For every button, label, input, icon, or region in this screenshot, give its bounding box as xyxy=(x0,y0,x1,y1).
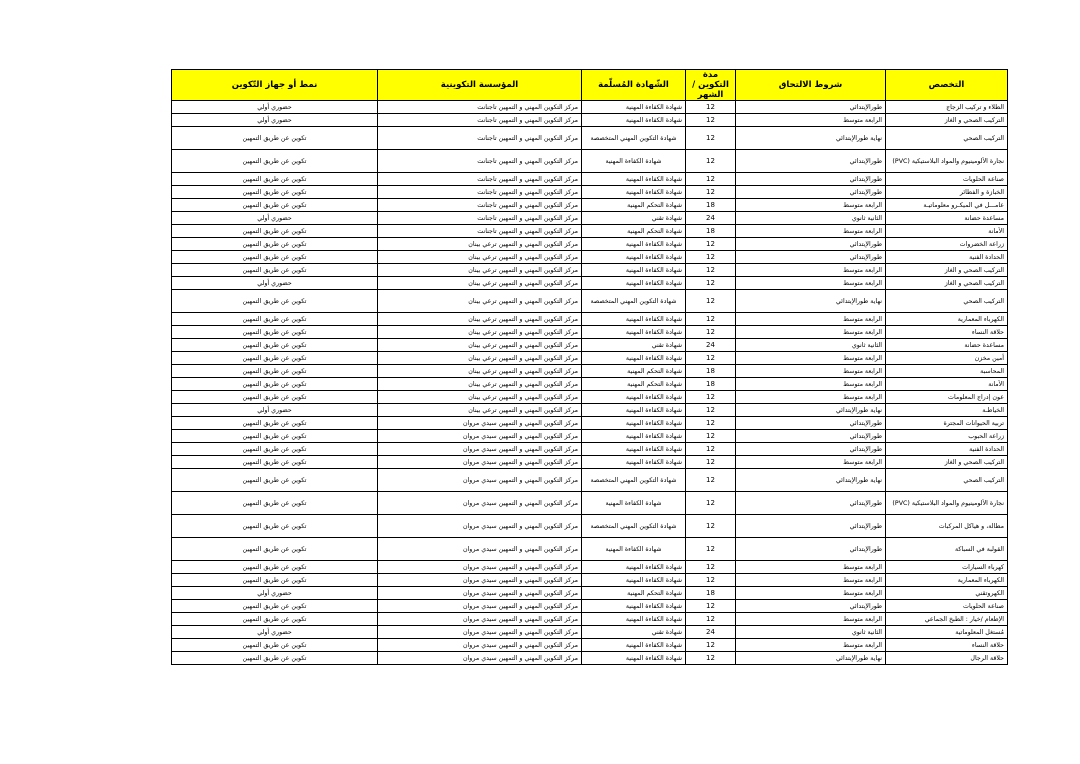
cell-training-mode: تكوين عن طريق التمهين xyxy=(172,352,378,365)
cell-certificate: شهادة الكفاءة المهنية xyxy=(582,443,686,456)
table-row xyxy=(172,225,1008,238)
cell-duration: 12 xyxy=(686,469,736,492)
cell-specialty: كهرباء السيارات xyxy=(886,561,1008,574)
cell-institution: مركز التكوين المهني و التمهين ترعي بينان xyxy=(378,404,582,417)
cell-institution: مركز التكوين المهني و التمهين تاجنانت xyxy=(378,114,582,127)
cell-specialty: القولبة في السباكة xyxy=(886,538,1008,561)
cell-training-mode: تكوين عن طريق التمهين xyxy=(172,469,378,492)
cell-certificate: شهادة الكفاءة المهنية xyxy=(582,538,686,561)
cell-specialty: زراعة الحبوب xyxy=(886,430,1008,443)
cell-training-mode: حضوري أولي xyxy=(172,114,378,127)
cell-institution: مركز التكوين المهني و التمهين ترعي بينان xyxy=(378,326,582,339)
table-row xyxy=(172,639,1008,652)
cell-admission-conditions: الرابعة متوسط xyxy=(736,639,886,652)
cell-institution: مركز التكوين المهني و التمهين سيدي مروان xyxy=(378,574,582,587)
cell-duration: 12 xyxy=(686,114,736,127)
cell-duration: 12 xyxy=(686,290,736,313)
cell-institution: مركز التكوين المهني و التمهين تاجنانت xyxy=(378,212,582,225)
cell-institution: مركز التكوين المهني و التمهين ترعي بينان xyxy=(378,313,582,326)
cell-specialty: الأمانة xyxy=(886,378,1008,391)
cell-certificate: شهادة الكفاءة المهنية xyxy=(582,639,686,652)
cell-training-mode: تكوين عن طريق التمهين xyxy=(172,561,378,574)
cell-institution: مركز التكوين المهني و التمهين سيدي مروان xyxy=(378,456,582,469)
cell-institution: مركز التكوين المهني و التمهين سيدي مروان xyxy=(378,515,582,538)
cell-admission-conditions: الرابعة متوسط xyxy=(736,225,886,238)
table-row xyxy=(172,238,1008,251)
cell-training-mode: تكوين عن طريق التمهين xyxy=(172,430,378,443)
cell-specialty: مُستغل المعلوماتية xyxy=(886,626,1008,639)
cell-duration: 12 xyxy=(686,101,736,114)
cell-duration: 24 xyxy=(686,212,736,225)
table-row xyxy=(172,600,1008,613)
cell-institution: مركز التكوين المهني و التمهين سيدي مروان xyxy=(378,417,582,430)
cell-institution: مركز التكوين المهني و التمهين سيدي مروان xyxy=(378,430,582,443)
cell-training-mode: حضوري أولي xyxy=(172,626,378,639)
cell-specialty: الكهرباء المعمارية xyxy=(886,313,1008,326)
cell-certificate: شهادة الكفاءة المهنية xyxy=(582,114,686,127)
cell-duration: 12 xyxy=(686,404,736,417)
cell-certificate: شهادة الكفاءة المهنية xyxy=(582,251,686,264)
cell-training-mode: تكوين عن طريق التمهين xyxy=(172,238,378,251)
cell-admission-conditions: طورالإبتدائي xyxy=(736,186,886,199)
cell-institution: مركز التكوين المهني و التمهين تاجنانت xyxy=(378,225,582,238)
cell-training-mode: تكوين عن طريق التمهين xyxy=(172,225,378,238)
cell-training-mode: تكوين عن طريق التمهين xyxy=(172,391,378,404)
cell-admission-conditions: نهاية طورالإبتدائي xyxy=(736,127,886,150)
cell-duration: 12 xyxy=(686,313,736,326)
header-certificate: الشّهادة المُسلّمة xyxy=(582,70,686,101)
cell-specialty: التركيب الصحي و الغاز xyxy=(886,277,1008,290)
cell-certificate: شهادة الكفاءة المهنية xyxy=(582,277,686,290)
cell-admission-conditions: طورالإبتدائي xyxy=(736,101,886,114)
cell-training-mode: تكوين عن طريق التمهين xyxy=(172,150,378,173)
cell-duration: 12 xyxy=(686,515,736,538)
cell-certificate: شهادة الكفاءة المهنية xyxy=(582,352,686,365)
cell-admission-conditions: الثانية ثانوي xyxy=(736,339,886,352)
cell-certificate: شهادة التكوين المهني المتخصصة xyxy=(582,469,686,492)
header-training-duration: مدة التكوين /الشهر xyxy=(686,70,736,101)
cell-training-mode: تكوين عن طريق التمهين xyxy=(172,639,378,652)
header-admission-conditions: شروط الالتحاق xyxy=(736,70,886,101)
cell-admission-conditions: نهاية طورالإبتدائي xyxy=(736,652,886,665)
cell-admission-conditions: الثانية ثانوي xyxy=(736,212,886,225)
table-row xyxy=(172,173,1008,186)
cell-specialty: حلاقة النساء xyxy=(886,639,1008,652)
cell-institution: مركز التكوين المهني و التمهين ترعي بينان xyxy=(378,391,582,404)
cell-certificate: شهادة الكفاءة المهنية xyxy=(582,600,686,613)
cell-institution: مركز التكوين المهني و التمهين سيدي مروان xyxy=(378,600,582,613)
table-row xyxy=(172,613,1008,626)
cell-training-mode: تكوين عن طريق التمهين xyxy=(172,538,378,561)
cell-specialty: الكهرباء المعمارية xyxy=(886,574,1008,587)
cell-training-mode: تكوين عن طريق التمهين xyxy=(172,456,378,469)
cell-duration: 12 xyxy=(686,600,736,613)
table-row xyxy=(172,150,1008,173)
cell-training-mode: حضوري أولي xyxy=(172,212,378,225)
cell-institution: مركز التكوين المهني و التمهين تاجنانت xyxy=(378,173,582,186)
cell-duration: 12 xyxy=(686,150,736,173)
cell-certificate: شهادة الكفاءة المهنية xyxy=(582,186,686,199)
cell-admission-conditions: طورالإبتدائي xyxy=(736,417,886,430)
table-row xyxy=(172,186,1008,199)
cell-specialty: مساعدة حضانة xyxy=(886,339,1008,352)
cell-specialty: التركيب الصحي و الغاز xyxy=(886,456,1008,469)
cell-admission-conditions: الثانية ثانوي xyxy=(736,626,886,639)
table-row xyxy=(172,127,1008,150)
cell-admission-conditions: الرابعة متوسط xyxy=(736,587,886,600)
cell-training-mode: تكوين عن طريق التمهين xyxy=(172,613,378,626)
cell-certificate: شهادة الكفاءة المهنية xyxy=(582,417,686,430)
cell-duration: 12 xyxy=(686,238,736,251)
cell-admission-conditions: الرابعة متوسط xyxy=(736,199,886,212)
cell-training-mode: تكوين عن طريق التمهين xyxy=(172,652,378,665)
cell-admission-conditions: طورالإبتدائي xyxy=(736,150,886,173)
header-training-mode: نمط أو جهاز التّكوين xyxy=(172,70,378,101)
cell-institution: مركز التكوين المهني و التمهين سيدي مروان xyxy=(378,443,582,456)
table-row xyxy=(172,587,1008,600)
cell-admission-conditions: الرابعة متوسط xyxy=(736,574,886,587)
cell-admission-conditions: طورالإبتدائي xyxy=(736,251,886,264)
cell-certificate: شهادة الكفاءة المهنية xyxy=(582,326,686,339)
cell-specialty: التركيب الصحي xyxy=(886,127,1008,150)
cell-certificate: شهادة التكوين المهني المتخصصة xyxy=(582,290,686,313)
cell-certificate: شهادة التحكم المهنية xyxy=(582,225,686,238)
cell-training-mode: تكوين عن طريق التمهين xyxy=(172,127,378,150)
cell-specialty: صناعة الحلويات xyxy=(886,600,1008,613)
cell-specialty: الحدادة الفنية xyxy=(886,443,1008,456)
cell-institution: مركز التكوين المهني و التمهين سيدي مروان xyxy=(378,469,582,492)
table-row xyxy=(172,538,1008,561)
cell-specialty: مطالة، و هياكل المركبات xyxy=(886,515,1008,538)
table-row xyxy=(172,391,1008,404)
cell-duration: 24 xyxy=(686,626,736,639)
cell-training-mode: حضوري أولي xyxy=(172,404,378,417)
cell-duration: 12 xyxy=(686,277,736,290)
cell-certificate: شهادة التحكم المهنية xyxy=(582,587,686,600)
cell-training-mode: تكوين عن طريق التمهين xyxy=(172,574,378,587)
cell-training-mode: تكوين عن طريق التمهين xyxy=(172,251,378,264)
cell-certificate: شهادة الكفاءة المهنية xyxy=(582,313,686,326)
cell-certificate: شهادة الكفاءة المهنية xyxy=(582,574,686,587)
table-row xyxy=(172,456,1008,469)
cell-institution: مركز التكوين المهني و التمهين تاجنانت xyxy=(378,101,582,114)
cell-specialty: حلاقة النساء xyxy=(886,326,1008,339)
training-table-container xyxy=(171,69,1007,665)
table-row xyxy=(172,469,1008,492)
cell-certificate: شهادة الكفاءة المهنية xyxy=(582,492,686,515)
cell-training-mode: تكوين عن طريق التمهين xyxy=(172,264,378,277)
cell-duration: 12 xyxy=(686,492,736,515)
table-row xyxy=(172,277,1008,290)
cell-duration: 12 xyxy=(686,391,736,404)
cell-specialty: زراعة الخضروات xyxy=(886,238,1008,251)
cell-specialty: الأمانة xyxy=(886,225,1008,238)
cell-duration: 12 xyxy=(686,326,736,339)
cell-duration: 18 xyxy=(686,199,736,212)
cell-admission-conditions: الرابعة متوسط xyxy=(736,456,886,469)
cell-admission-conditions: الرابعة متوسط xyxy=(736,365,886,378)
cell-institution: مركز التكوين المهني و التمهين سيدي مروان xyxy=(378,652,582,665)
cell-specialty: أمين مخزن xyxy=(886,352,1008,365)
table-row xyxy=(172,290,1008,313)
table-row xyxy=(172,101,1008,114)
cell-duration: 12 xyxy=(686,574,736,587)
table-row xyxy=(172,574,1008,587)
cell-specialty: صناعة الحلويات xyxy=(886,173,1008,186)
cell-specialty: حلاقة الرجال xyxy=(886,652,1008,665)
cell-certificate: شهادة تقني xyxy=(582,339,686,352)
cell-admission-conditions: الرابعة متوسط xyxy=(736,277,886,290)
cell-training-mode: تكوين عن طريق التمهين xyxy=(172,492,378,515)
cell-institution: مركز التكوين المهني و التمهين سيدي مروان xyxy=(378,492,582,515)
cell-duration: 24 xyxy=(686,339,736,352)
cell-specialty: نجارة الألومينيوم والمواد البلاستيكية (PVC) xyxy=(886,492,1008,515)
cell-institution: مركز التكوين المهني و التمهين سيدي مروان xyxy=(378,626,582,639)
cell-specialty: التركيب الصحي xyxy=(886,290,1008,313)
cell-admission-conditions: طورالإبتدائي xyxy=(736,173,886,186)
cell-admission-conditions: طورالإبتدائي xyxy=(736,238,886,251)
cell-certificate: شهادة التحكم المهنية xyxy=(582,365,686,378)
cell-certificate: شهادة تقني xyxy=(582,626,686,639)
cell-training-mode: تكوين عن طريق التمهين xyxy=(172,313,378,326)
cell-certificate: شهادة الكفاءة المهنية xyxy=(582,652,686,665)
cell-duration: 12 xyxy=(686,613,736,626)
cell-duration: 12 xyxy=(686,173,736,186)
table-row xyxy=(172,652,1008,665)
cell-admission-conditions: نهاية طورالإبتدائي xyxy=(736,404,886,417)
cell-duration: 12 xyxy=(686,561,736,574)
cell-certificate: شهادة الكفاءة المهنية xyxy=(582,561,686,574)
cell-certificate: شهادة الكفاءة المهنية xyxy=(582,613,686,626)
table-row xyxy=(172,365,1008,378)
cell-specialty: التركيب الصحي xyxy=(886,469,1008,492)
table-row xyxy=(172,326,1008,339)
cell-training-mode: تكوين عن طريق التمهين xyxy=(172,515,378,538)
cell-duration: 12 xyxy=(686,538,736,561)
cell-duration: 12 xyxy=(686,443,736,456)
cell-certificate: شهادة التحكم المهنية xyxy=(582,199,686,212)
cell-duration: 12 xyxy=(686,417,736,430)
cell-institution: مركز التكوين المهني و التمهين سيدي مروان xyxy=(378,587,582,600)
cell-duration: 12 xyxy=(686,456,736,469)
table-row xyxy=(172,561,1008,574)
header-institution: المؤسسة التكوينية xyxy=(378,70,582,101)
cell-duration: 12 xyxy=(686,127,736,150)
table-row xyxy=(172,199,1008,212)
cell-specialty: الخبازة و الفطائر xyxy=(886,186,1008,199)
cell-institution: مركز التكوين المهني و التمهين سيدي مروان xyxy=(378,538,582,561)
cell-admission-conditions: نهاية طورالإبتدائي xyxy=(736,469,886,492)
table-row xyxy=(172,492,1008,515)
table-row xyxy=(172,515,1008,538)
cell-institution: مركز التكوين المهني و التمهين ترعي بينان xyxy=(378,290,582,313)
cell-specialty: مساعدة حضانة xyxy=(886,212,1008,225)
cell-certificate: شهادة التحكم المهنية xyxy=(582,378,686,391)
cell-institution: مركز التكوين المهني و التمهين سيدي مروان xyxy=(378,561,582,574)
cell-institution: مركز التكوين المهني و التمهين ترعي بينان xyxy=(378,277,582,290)
cell-admission-conditions: الرابعة متوسط xyxy=(736,352,886,365)
cell-admission-conditions: الرابعة متوسط xyxy=(736,613,886,626)
cell-certificate: شهادة الكفاءة المهنية xyxy=(582,456,686,469)
table-row xyxy=(172,352,1008,365)
cell-duration: 12 xyxy=(686,430,736,443)
table-row xyxy=(172,339,1008,352)
cell-admission-conditions: طورالإبتدائي xyxy=(736,538,886,561)
cell-training-mode: تكوين عن طريق التمهين xyxy=(172,443,378,456)
cell-training-mode: تكوين عن طريق التمهين xyxy=(172,378,378,391)
cell-duration: 12 xyxy=(686,186,736,199)
cell-institution: مركز التكوين المهني و التمهين ترعي بينان xyxy=(378,264,582,277)
cell-training-mode: تكوين عن طريق التمهين xyxy=(172,365,378,378)
cell-admission-conditions: الرابعة متوسط xyxy=(736,264,886,277)
table-row xyxy=(172,378,1008,391)
cell-certificate: شهادة تقني xyxy=(582,212,686,225)
cell-institution: مركز التكوين المهني و التمهين سيدي مروان xyxy=(378,639,582,652)
cell-institution: مركز التكوين المهني و التمهين ترعي بينان xyxy=(378,365,582,378)
cell-specialty: الكهروتقني xyxy=(886,587,1008,600)
cell-certificate: شهادة التكوين المهني المتخصصة xyxy=(582,127,686,150)
cell-certificate: شهادة التكوين المهني المتخصصة xyxy=(582,515,686,538)
cell-duration: 12 xyxy=(686,251,736,264)
cell-specialty: عامـــل في الميكـرو معلوماتيـة xyxy=(886,199,1008,212)
cell-certificate: شهادة الكفاءة المهنية xyxy=(582,238,686,251)
cell-certificate: شهادة الكفاءة المهنية xyxy=(582,264,686,277)
table-row xyxy=(172,114,1008,127)
cell-duration: 18 xyxy=(686,365,736,378)
table-row xyxy=(172,404,1008,417)
cell-admission-conditions: الرابعة متوسط xyxy=(736,114,886,127)
cell-training-mode: تكوين عن طريق التمهين xyxy=(172,199,378,212)
table-row xyxy=(172,626,1008,639)
cell-certificate: شهادة الكفاءة المهنية xyxy=(582,404,686,417)
cell-institution: مركز التكوين المهني و التمهين ترعي بينان xyxy=(378,378,582,391)
cell-duration: 12 xyxy=(686,264,736,277)
cell-institution: مركز التكوين المهني و التمهين ترعي بينان xyxy=(378,238,582,251)
cell-admission-conditions: الرابعة متوسط xyxy=(736,391,886,404)
cell-admission-conditions: الرابعة متوسط xyxy=(736,378,886,391)
cell-training-mode: تكوين عن طريق التمهين xyxy=(172,600,378,613)
cell-duration: 12 xyxy=(686,639,736,652)
cell-specialty: التركيب الصحي و الغاز xyxy=(886,264,1008,277)
cell-duration: 18 xyxy=(686,587,736,600)
table-row xyxy=(172,430,1008,443)
table-row xyxy=(172,264,1008,277)
cell-training-mode: تكوين عن طريق التمهين xyxy=(172,339,378,352)
cell-specialty: التركيب الصحي و الغاز xyxy=(886,114,1008,127)
cell-institution: مركز التكوين المهني و التمهين تاجنانت xyxy=(378,199,582,212)
cell-duration: 12 xyxy=(686,652,736,665)
table-row xyxy=(172,251,1008,264)
cell-admission-conditions: الرابعة متوسط xyxy=(736,326,886,339)
cell-duration: 18 xyxy=(686,225,736,238)
cell-certificate: شهادة الكفاءة المهنية xyxy=(582,173,686,186)
cell-duration: 12 xyxy=(686,352,736,365)
cell-specialty: الحدادة الفنية xyxy=(886,251,1008,264)
cell-specialty: الإطعام /خيار : الطبخ الجماعي xyxy=(886,613,1008,626)
table-row xyxy=(172,313,1008,326)
cell-admission-conditions: طورالإبتدائي xyxy=(736,600,886,613)
cell-admission-conditions: طورالإبتدائي xyxy=(736,430,886,443)
cell-duration: 18 xyxy=(686,378,736,391)
cell-institution: مركز التكوين المهني و التمهين تاجنانت xyxy=(378,186,582,199)
cell-admission-conditions: الرابعة متوسط xyxy=(736,561,886,574)
cell-certificate: شهادة الكفاءة المهنية xyxy=(582,430,686,443)
cell-training-mode: تكوين عن طريق التمهين xyxy=(172,417,378,430)
cell-training-mode: تكوين عن طريق التمهين xyxy=(172,290,378,313)
cell-training-mode: حضوري أولي xyxy=(172,101,378,114)
cell-institution: مركز التكوين المهني و التمهين سيدي مروان xyxy=(378,613,582,626)
cell-certificate: شهادة الكفاءة المهنية xyxy=(582,391,686,404)
cell-training-mode: حضوري أولي xyxy=(172,587,378,600)
table-row xyxy=(172,443,1008,456)
cell-institution: مركز التكوين المهني و التمهين تاجنانت xyxy=(378,150,582,173)
cell-training-mode: تكوين عن طريق التمهين xyxy=(172,186,378,199)
cell-institution: مركز التكوين المهني و التمهين ترعي بينان xyxy=(378,339,582,352)
cell-admission-conditions: طورالإبتدائي xyxy=(736,515,886,538)
cell-institution: مركز التكوين المهني و التمهين ترعي بينان xyxy=(378,251,582,264)
header-specialty: التخصص xyxy=(886,70,1008,101)
cell-certificate: شهادة الكفاءة المهنية xyxy=(582,101,686,114)
table-row xyxy=(172,417,1008,430)
table-row xyxy=(172,212,1008,225)
cell-training-mode: تكوين عن طريق التمهين xyxy=(172,173,378,186)
cell-specialty: تربية الحيوانات المجترة xyxy=(886,417,1008,430)
cell-institution: مركز التكوين المهني و التمهين ترعي بينان xyxy=(378,352,582,365)
cell-training-mode: حضوري أولي xyxy=(172,277,378,290)
cell-specialty: المحاسبة xyxy=(886,365,1008,378)
table-body xyxy=(172,101,1008,665)
cell-admission-conditions: نهاية طورالإبتدائي xyxy=(736,290,886,313)
cell-specialty: الخياطـة xyxy=(886,404,1008,417)
cell-institution: مركز التكوين المهني و التمهين تاجنانت xyxy=(378,127,582,150)
cell-training-mode: تكوين عن طريق التمهين xyxy=(172,326,378,339)
cell-specialty: الطلاء و تركيب الزجاج xyxy=(886,101,1008,114)
cell-admission-conditions: طورالإبتدائي xyxy=(736,492,886,515)
cell-specialty: عون إدراج المعلومات xyxy=(886,391,1008,404)
table-header-row xyxy=(172,70,1008,101)
cell-admission-conditions: الرابعة متوسط xyxy=(736,313,886,326)
cell-certificate: شهادة الكفاءة المهنية xyxy=(582,150,686,173)
cell-specialty: نجارة الألومينيوم والمواد البلاستيكية (PVC) xyxy=(886,150,1008,173)
cell-admission-conditions: طورالإبتدائي xyxy=(736,443,886,456)
training-programs-table xyxy=(171,69,1008,665)
